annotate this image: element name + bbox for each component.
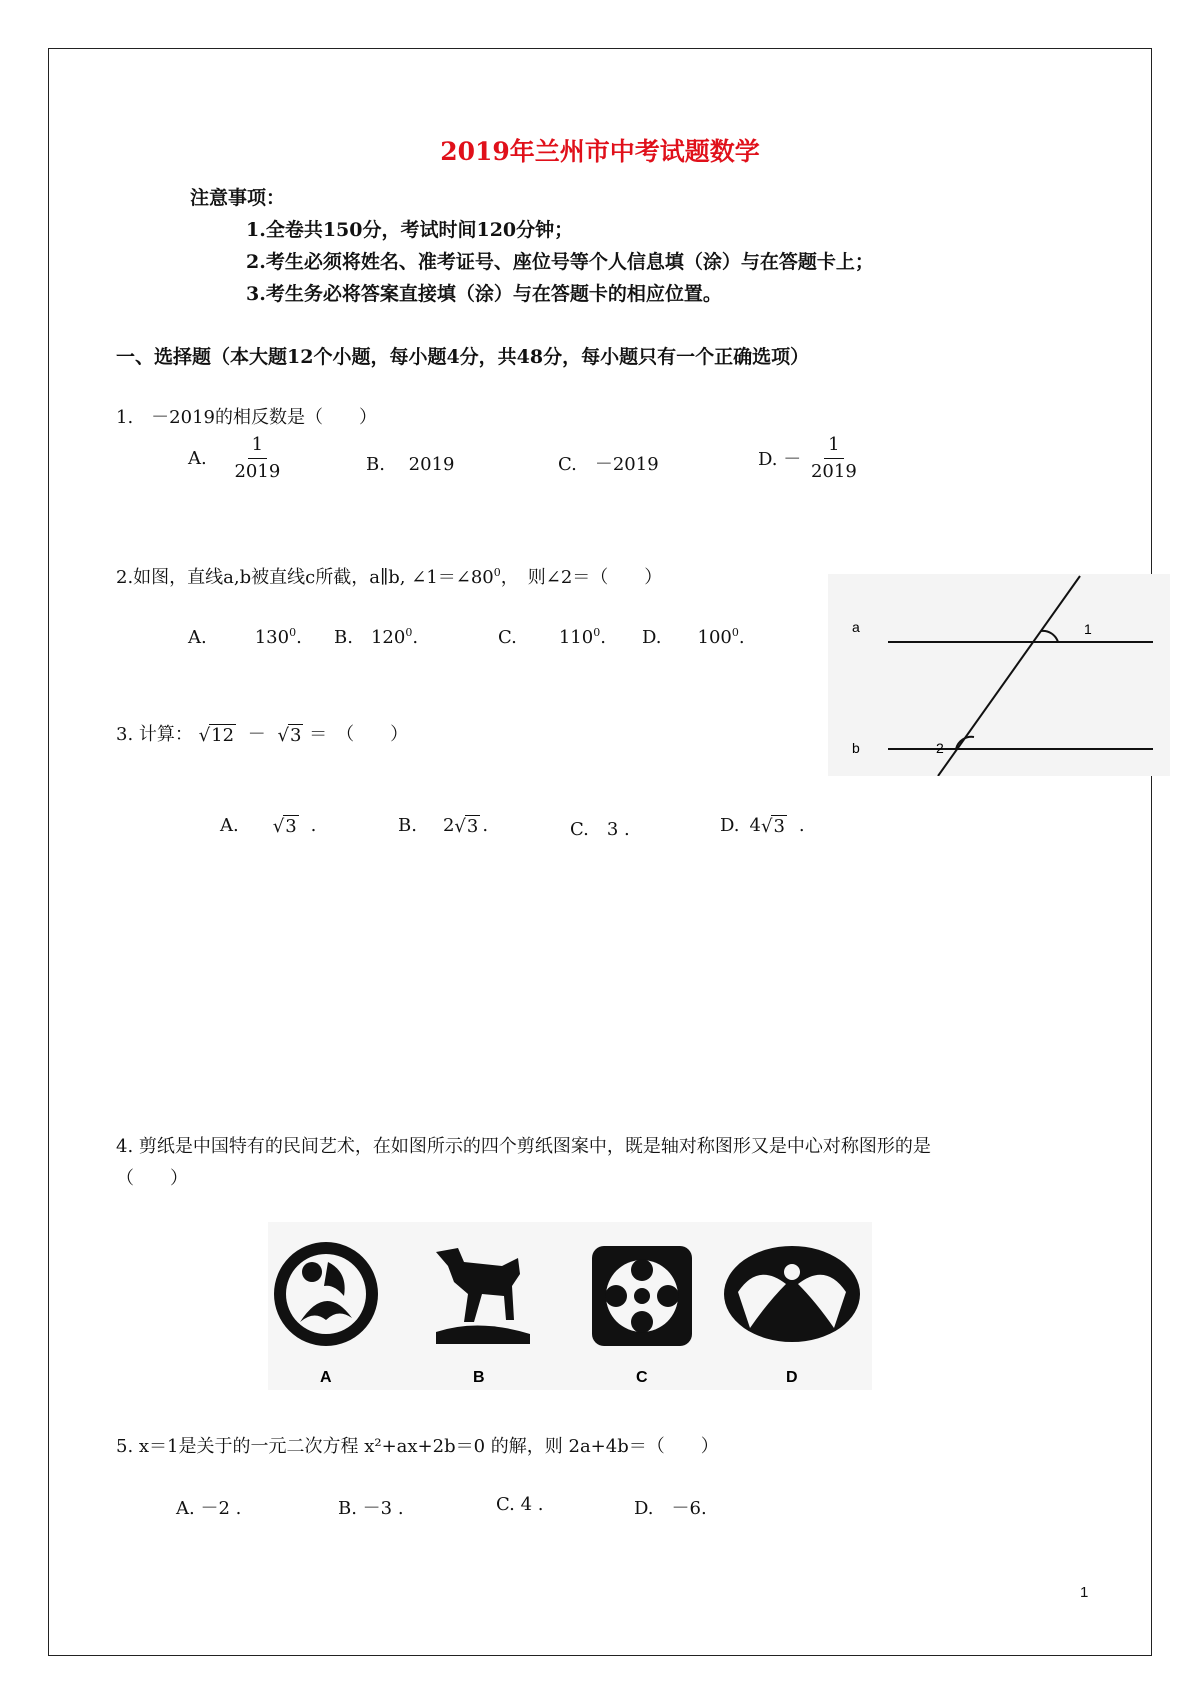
q5-option-b: B. －3 . [338, 1498, 404, 1519]
notice-item-1: 1.全卷共150分，考试时间120分钟； [246, 219, 574, 241]
radicand: 3 [289, 725, 302, 746]
option-value: 110 [558, 627, 594, 648]
sqrt-3 [761, 815, 787, 837]
option-label: D. － [758, 449, 802, 471]
option-end: . [482, 815, 489, 836]
degree-mark: 0 [289, 626, 297, 639]
option-end: . [738, 627, 745, 648]
numerator: 1 [824, 434, 843, 459]
fraction [234, 434, 280, 482]
option-label: A. [188, 627, 207, 648]
petal-right [657, 1285, 679, 1307]
notice-heading: 注意事项： [190, 187, 286, 209]
option-value: 120 [370, 627, 406, 648]
radicand: 12 [211, 725, 235, 746]
option-label: B. [398, 815, 417, 836]
page-number: 1 [1080, 1584, 1089, 1601]
q5-option-d: D. －6. [634, 1498, 707, 1519]
radical-sign: √ [198, 725, 211, 746]
stem-text: 2.如图，直线a,b被直线c所截，a∥b, ∠1＝∠80 [116, 567, 494, 588]
sqrt-3 [278, 724, 304, 746]
notice-item-2: 2.考生必须将姓名、准考证号、座位号等个人信息填（涂）与在答题卡上； [246, 251, 874, 273]
denominator: 2019 [234, 460, 281, 482]
minus-sign: － [247, 724, 266, 745]
q3-option-c: C. 3 . [570, 819, 630, 840]
label-c: C [636, 1369, 648, 1386]
center-dot [634, 1288, 650, 1304]
option-value: 130 [254, 627, 290, 648]
q1-option-a [188, 434, 280, 482]
label-b: b [852, 740, 860, 756]
parallel-lines-figure [828, 574, 1170, 776]
denominator: 2019 [810, 460, 857, 482]
option-label: D. [720, 815, 740, 836]
option-end: . [412, 627, 419, 648]
question-3-stem [116, 720, 408, 746]
q5-option-a: A. －2 . [176, 1498, 242, 1519]
question-4-paren: （ ） [116, 1168, 188, 1189]
medallion-inner [286, 1254, 366, 1334]
radical-sign: √ [272, 816, 285, 837]
label-d: D [786, 1369, 798, 1386]
coefficient: 4 [749, 815, 761, 836]
radical-sign: √ [454, 816, 466, 837]
label-angle-1: 1 [1084, 621, 1092, 637]
question-4-stem: 4. 剪纸是中国特有的民间艺术，在如图所示的四个剪纸图案中，既是轴对称图形又是中心对称图形的是 [116, 1136, 931, 1157]
label-a: a [852, 619, 860, 635]
option-label: D. [642, 627, 662, 648]
notice-item-3: 3.考生务必将答案直接填（涂）与在答题卡的相应位置。 [246, 283, 722, 305]
label-b: B [473, 1369, 485, 1386]
sqrt-3 [454, 815, 480, 837]
q2-option-b [334, 626, 418, 648]
figure-background [828, 574, 1170, 776]
q2-option-a [188, 626, 302, 648]
q5-option-c: C. 4 . [496, 1494, 544, 1515]
option-label: A. [220, 815, 239, 836]
label-a: A [320, 1369, 332, 1386]
option-label: B. [334, 627, 353, 648]
label-angle-2: 2 [936, 740, 944, 756]
radicand: 3 [466, 816, 479, 837]
degree-mark: 0 [731, 626, 739, 639]
option-label: C. [498, 627, 517, 648]
fraction [811, 434, 857, 482]
question-2-stem [116, 563, 662, 589]
degree-mark: 0 [405, 626, 413, 639]
page-title: 2019年兰州市中考试题数学 [440, 137, 760, 166]
numerator: 1 [248, 434, 267, 459]
q3-option-d [720, 815, 805, 837]
radical-sign: √ [277, 725, 289, 746]
option-value: 100 [697, 627, 732, 648]
q2-option-d [642, 626, 745, 648]
sqrt-12 [199, 724, 236, 746]
question-1-stem: 1. －2019的相反数是（ ） [116, 407, 377, 428]
option-end: . [310, 815, 317, 836]
option-end: . [296, 627, 302, 648]
option-end: . [798, 815, 805, 836]
q2-option-c [498, 626, 606, 648]
question-5-stem: 5. x＝1是关于的一元二次方程 x²+ax+2b＝0 的解，则 2a+4b＝（ ） [116, 1436, 719, 1457]
stem-text: ＝ （ ） [309, 724, 409, 745]
radicand: 3 [285, 816, 297, 837]
stem-text: 3. 计算： [116, 724, 193, 745]
petal-top [631, 1259, 653, 1281]
q3-option-a [220, 815, 316, 837]
papercut-figures [268, 1222, 872, 1390]
q1-option-d [758, 434, 857, 482]
radical-sign: √ [760, 816, 773, 837]
q1-option-c: C. －2019 [558, 454, 659, 475]
center-flower [784, 1264, 800, 1280]
section-heading: 一、选择题（本大题12个小题，每小题4分，共48分，每小题只有一个正确选项） [116, 346, 810, 368]
q1-option-b: B. 2019 [366, 454, 455, 475]
stem-text: ， 则∠2＝（ ） [500, 567, 663, 588]
q3-option-b [398, 815, 488, 837]
petal-left [605, 1285, 627, 1307]
degree-mark: 0 [593, 626, 601, 639]
moon-shape [302, 1262, 322, 1282]
sqrt-3 [273, 815, 299, 837]
coefficient: 2 [442, 815, 455, 836]
option-end: . [600, 627, 606, 648]
radicand: 3 [773, 816, 785, 837]
petal-bottom [631, 1311, 653, 1333]
option-label: A. [188, 447, 207, 469]
degree-mark: 0 [493, 566, 501, 579]
